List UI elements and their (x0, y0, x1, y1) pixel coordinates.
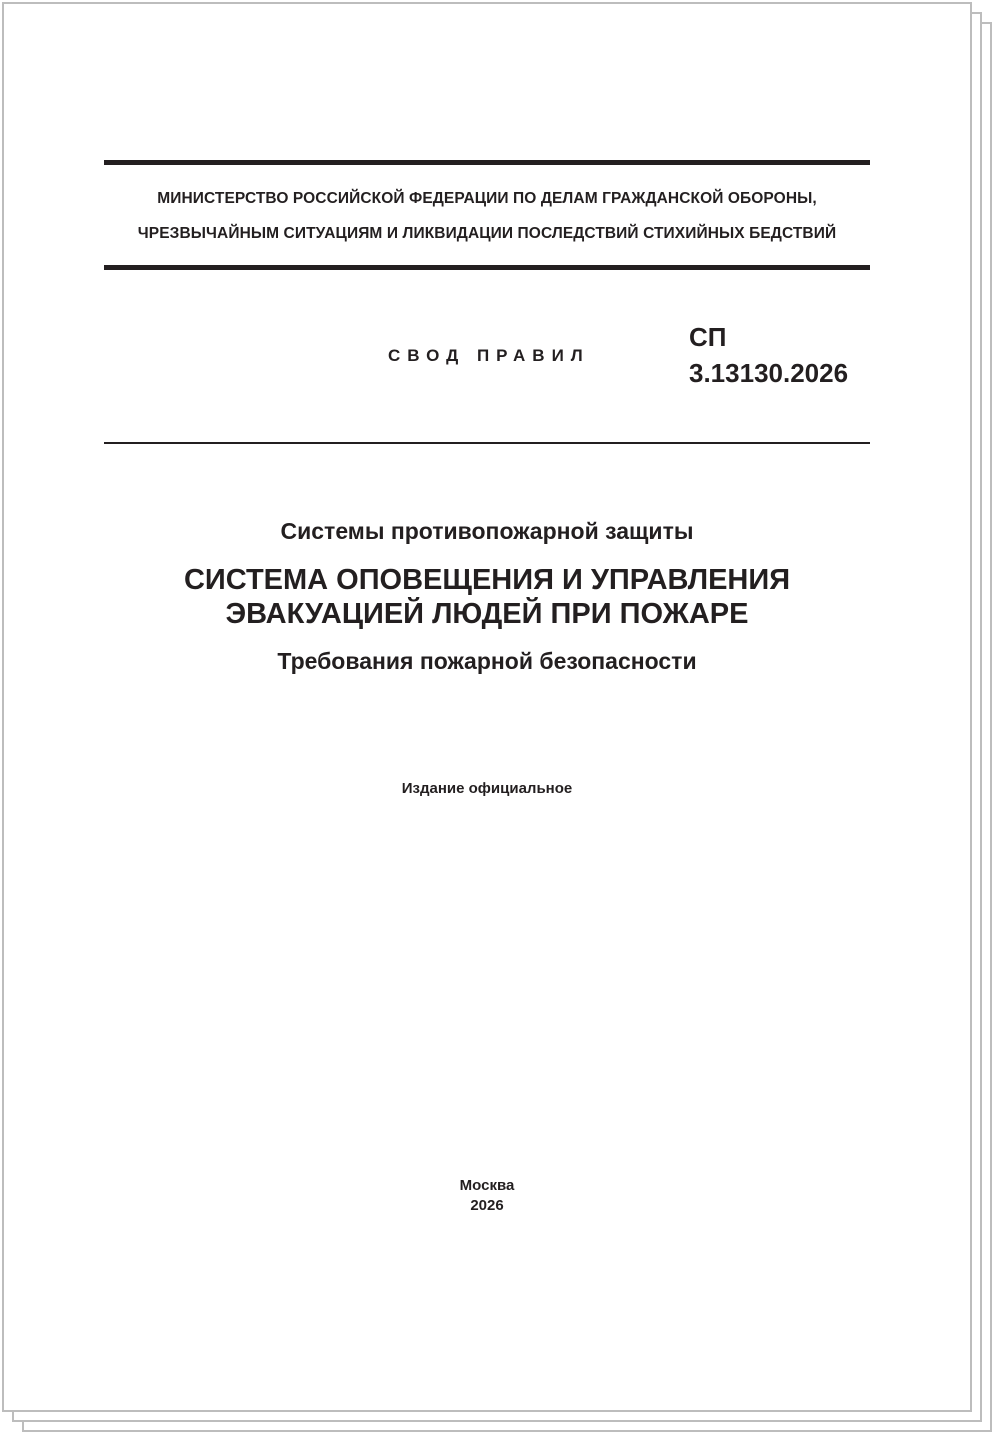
document-main-title (104, 563, 870, 631)
ministry-name-line-1: МИНИСТЕРСТВО РОССИЙСКОЙ ФЕДЕРАЦИИ ПО ДЕЛАМ ГРАЖДАНСКОЙ ОБОРОНЫ, (157, 190, 817, 207)
document-requirements-subtitle: Требования пожарной безопасности (277, 648, 697, 674)
publication-year: 2026 (470, 1197, 504, 1214)
publication-city: Москва (459, 1177, 515, 1194)
code-of-rules-label: СВОД ПРАВИЛ (388, 346, 590, 365)
document-subject: Системы противопожарной защиты (280, 518, 694, 544)
ministry-name-line-2: ЧРЕЗВЫЧАЙНЫМ СИТУАЦИЯМ И ЛИКВИДАЦИИ ПОСЛЕДСТВИЙ СТИХИЙНЫХ БЕДСТВИЙ (137, 225, 837, 242)
top-thick-rule (104, 160, 870, 165)
header-bottom-thick-rule (104, 265, 870, 270)
main-title-line-1: СИСТЕМА ОПОВЕЩЕНИЯ И УПРАВЛЕНИЯ (183, 564, 791, 596)
sp-document-number: 3.13130.2026 (689, 358, 849, 388)
official-edition-label: Издание официальное (401, 780, 573, 797)
main-title-line-2: ЭВАКУАЦИЕЙ ЛЮДЕЙ ПРИ ПОЖАРЕ (225, 598, 749, 630)
designation-divider (104, 442, 870, 444)
sp-abbreviation: СП (689, 322, 727, 352)
